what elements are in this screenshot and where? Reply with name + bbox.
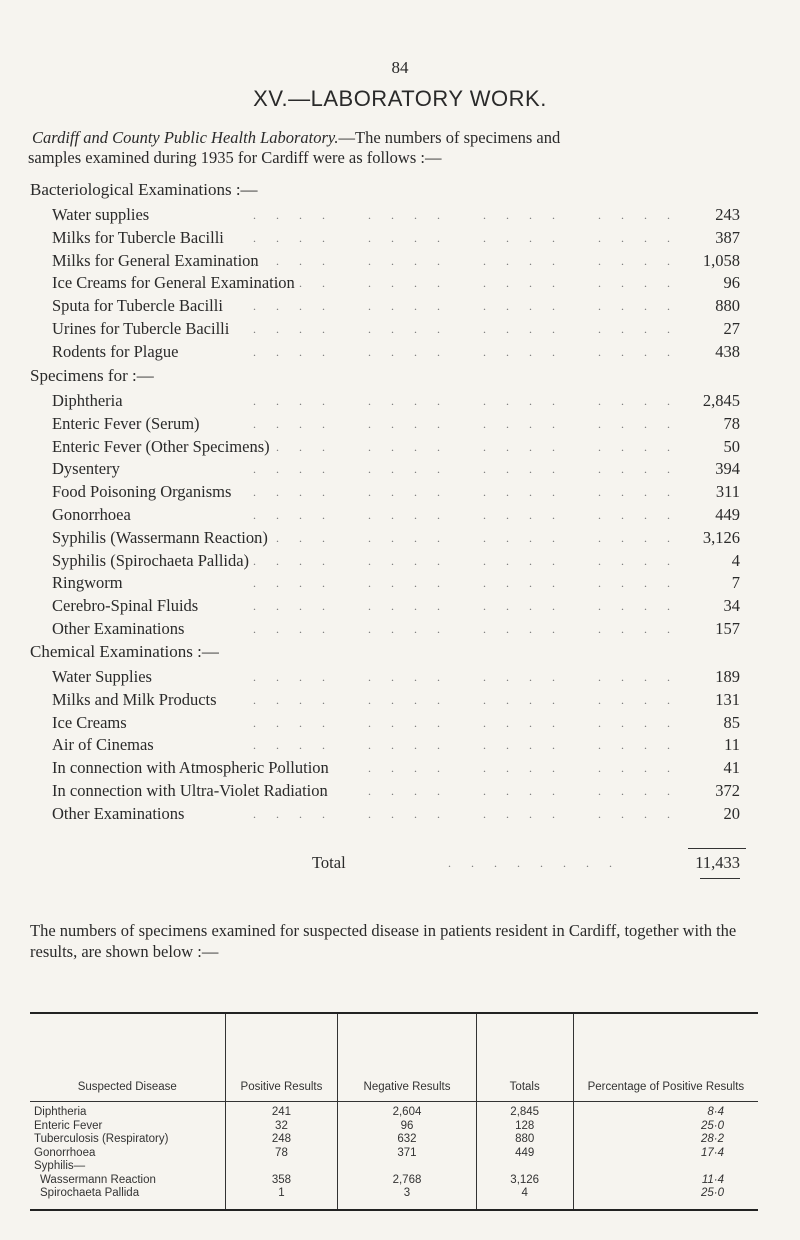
cell-negative: 2,604	[338, 1102, 476, 1120]
item-label: Food Poisoning Organisms	[52, 482, 232, 502]
section-heading: XV.—LABORATORY WORK.	[253, 86, 547, 111]
leader-dots: .... .... .... ....	[253, 806, 690, 821]
item-label: Water supplies	[52, 205, 150, 224]
list-item	[30, 689, 750, 712]
cell-disease: Wassermann Reaction	[40, 1173, 156, 1186]
table-row	[30, 1147, 758, 1161]
cell-disease: Syphilis—	[34, 1160, 86, 1172]
item-value: 20	[723, 803, 740, 823]
item-value: 85	[723, 712, 740, 732]
table-row	[30, 1160, 758, 1174]
item-label: Urines for Tubercle Bacilli	[52, 318, 230, 338]
table-row	[30, 1120, 758, 1134]
table-row	[30, 1187, 758, 1210]
item-label: Milks and Milk Products	[52, 689, 217, 709]
cell-negative: 3	[338, 1187, 476, 1210]
list-item	[30, 458, 750, 481]
leader-dots: .... .... .... ....	[253, 530, 690, 545]
item-label: Other Examinations	[52, 618, 185, 638]
intro-text-line1: —The numbers of specimens and	[338, 128, 561, 147]
leader-dots: .... .... .... ....	[253, 208, 690, 222]
cell-percentage: 8·4	[573, 1102, 758, 1120]
item-value: 11	[724, 735, 740, 755]
leader-dots: .... .... .... ....	[253, 715, 690, 730]
cell-positive: 358	[225, 1174, 338, 1188]
total-dots: ........	[448, 856, 632, 870]
list-item	[30, 227, 750, 250]
cell-total: 2,845	[476, 1102, 573, 1120]
item-label: Ice Creams	[52, 712, 127, 732]
intro-paragraph	[28, 128, 770, 168]
item-value: 157	[715, 618, 740, 638]
item-value: 4	[731, 550, 740, 570]
cell-positive: 78	[225, 1147, 338, 1161]
cell-positive	[225, 1160, 338, 1174]
list-item	[30, 204, 750, 227]
table-row	[30, 1102, 758, 1120]
cell-positive: 241	[225, 1102, 338, 1120]
cell-total: 880	[476, 1133, 573, 1147]
results-paragraph: The numbers of specimens examined for suspected disease in patients resident in Cardiff, together with the results, are shown below :—	[30, 921, 737, 961]
item-label: Enteric Fever (Serum)	[52, 413, 200, 433]
cell-negative	[338, 1160, 476, 1174]
leader-dots: .... .... .... ....	[253, 738, 690, 753]
item-value: 243	[715, 205, 740, 224]
header-suspected-disease: Suspected Disease	[30, 1013, 225, 1102]
cell-total: 128	[476, 1120, 573, 1134]
item-label: Air of Cinemas	[52, 735, 154, 755]
cell-total: 449	[476, 1147, 573, 1161]
item-label: Dysentery	[52, 459, 120, 479]
item-value: 34	[723, 596, 740, 616]
bacteriological-section	[30, 176, 750, 364]
item-label: Milks for Tubercle Bacilli	[52, 227, 224, 247]
chemical-section	[30, 638, 750, 826]
list-item	[30, 595, 750, 618]
leader-dots: .... .... .... ....	[253, 416, 690, 431]
list-item	[30, 250, 750, 273]
cell-disease: Diphtheria	[34, 1106, 87, 1118]
intro-lab-name: Cardiff and County Public Health Laboratory.	[32, 128, 339, 147]
total-row	[30, 852, 750, 874]
item-value: 41	[723, 758, 740, 778]
cell-positive: 248	[225, 1133, 338, 1147]
leader-dots: .... .... .... ....	[253, 394, 690, 408]
item-value: 311	[715, 482, 740, 502]
cell-negative: 371	[338, 1147, 476, 1161]
leader-dots: .... .... .... ....	[253, 462, 690, 477]
cell-total: 4	[476, 1187, 573, 1210]
header-positive-results: Positive Results	[225, 1013, 338, 1102]
cell-positive: 32	[225, 1120, 338, 1134]
leader-dots: .... .... .... ....	[253, 692, 690, 707]
leader-dots: .... .... .... ....	[253, 599, 690, 614]
cell-percentage	[573, 1160, 758, 1174]
results-table	[30, 1012, 758, 1211]
leader-dots: .... .... .... ....	[253, 321, 690, 336]
item-label: Other Examinations	[52, 803, 185, 823]
cell-percentage: 25·0	[573, 1120, 758, 1134]
leader-dots: .... .... .... ....	[253, 621, 690, 636]
leader-dots: .... .... .... ....	[253, 253, 690, 268]
cell-percentage: 17·4	[573, 1147, 758, 1161]
item-value: 27	[723, 318, 740, 338]
total-rule-top	[688, 848, 746, 849]
list-item	[30, 295, 750, 318]
cell-percentage: 28·2	[573, 1133, 758, 1147]
list-item	[30, 803, 750, 826]
list-item	[30, 712, 750, 735]
cell-percentage: 11·4	[573, 1174, 758, 1188]
item-label: Ringworm	[52, 573, 123, 593]
table-row	[30, 1133, 758, 1147]
list-item	[30, 481, 750, 504]
item-value: 78	[723, 413, 740, 433]
list-item	[30, 436, 750, 459]
specimens-title: Specimens for :—	[30, 366, 154, 385]
leader-dots: .... .... .... ....	[253, 761, 690, 776]
item-label: Sputa for Tubercle Bacilli	[52, 296, 223, 316]
list-item	[30, 666, 750, 689]
item-value: 50	[723, 436, 740, 456]
item-label: Milks for General Examination	[52, 250, 259, 270]
leader-dots: .... .... .... ....	[253, 783, 690, 798]
leader-dots: .... .... .... ....	[253, 276, 690, 291]
item-label: Ice Creams for General Examination	[52, 273, 295, 293]
cell-negative: 96	[338, 1120, 476, 1134]
leader-dots: .... .... .... ....	[253, 299, 690, 314]
total-label: Total	[312, 853, 346, 872]
item-label: Gonorrhoea	[52, 504, 131, 524]
leader-dots: .... .... .... ....	[253, 344, 690, 359]
total-rule-bottom	[700, 878, 740, 879]
list-item	[30, 341, 750, 364]
item-label: Syphilis (Spirochaeta Pallida)	[52, 550, 250, 570]
item-value: 131	[715, 689, 740, 709]
list-item	[30, 318, 750, 341]
item-value: 387	[715, 227, 740, 247]
table-row	[30, 1174, 758, 1188]
item-value: 189	[715, 667, 740, 686]
item-value: 96	[723, 273, 740, 293]
intro-text-line2: samples examined during 1935 for Cardiff were as follows :—	[28, 148, 442, 167]
cell-disease: Tuberculosis (Respiratory)	[34, 1133, 169, 1145]
chemical-title: Chemical Examinations :—	[30, 642, 219, 661]
item-label: Rodents for Plague	[52, 341, 179, 361]
item-value: 7	[731, 573, 740, 593]
item-label: In connection with Atmospheric Pollution	[52, 758, 329, 778]
item-value: 3,126	[702, 527, 740, 547]
leader-dots: .... .... .... ....	[253, 576, 690, 591]
item-value: 372	[715, 780, 740, 800]
cell-total: 3,126	[476, 1174, 573, 1188]
cell-negative: 2,768	[338, 1174, 476, 1188]
cell-total	[476, 1160, 573, 1174]
list-item	[30, 390, 750, 413]
item-label: Enteric Fever (Other Specimens)	[52, 436, 270, 456]
list-item	[30, 527, 750, 550]
cell-disease: Enteric Fever	[34, 1119, 103, 1132]
header-totals: Totals	[476, 1013, 573, 1102]
item-label: Water Supplies	[52, 667, 152, 686]
item-value: 1,058	[702, 250, 740, 270]
bacteriological-title: Bacteriological Examinations :—	[30, 180, 258, 199]
cell-disease: Spirochaeta Pallida	[30, 1187, 225, 1210]
list-item	[30, 413, 750, 436]
cell-disease: Gonorrhoea	[34, 1146, 96, 1159]
list-item	[30, 504, 750, 527]
list-item	[30, 272, 750, 295]
list-item	[30, 550, 750, 573]
item-label: Syphilis (Wassermann Reaction)	[52, 527, 268, 547]
leader-dots: .... .... .... ....	[253, 507, 690, 522]
item-value: 2,845	[702, 391, 740, 410]
item-label: Diphtheria	[52, 391, 123, 410]
item-value: 880	[715, 296, 740, 316]
item-value: 438	[715, 341, 740, 361]
specimens-section	[30, 362, 750, 641]
leader-dots: .... .... .... ....	[253, 439, 690, 454]
list-item	[30, 757, 750, 780]
list-item	[30, 780, 750, 803]
item-label: In connection with Ultra-Violet Radiation	[52, 780, 328, 800]
total-value: 11,433	[695, 853, 740, 872]
cell-negative: 632	[338, 1133, 476, 1147]
list-item	[30, 734, 750, 757]
cell-positive: 1	[225, 1187, 338, 1210]
leader-dots: .... .... .... ....	[253, 485, 690, 500]
item-label: Cerebro-Spinal Fluids	[52, 596, 199, 616]
leader-dots: .... .... .... ....	[253, 553, 690, 568]
page-number: 84	[391, 58, 409, 77]
cell-percentage: 25·0	[573, 1187, 758, 1210]
leader-dots: .... .... .... ....	[253, 670, 690, 684]
item-value: 394	[715, 459, 740, 479]
leader-dots: .... .... .... ....	[253, 230, 690, 245]
header-negative-results: Negative Results	[338, 1013, 476, 1102]
list-item	[30, 572, 750, 595]
item-value: 449	[715, 504, 740, 524]
header-percentage-positive: Percentage of Positive Results	[573, 1013, 758, 1102]
